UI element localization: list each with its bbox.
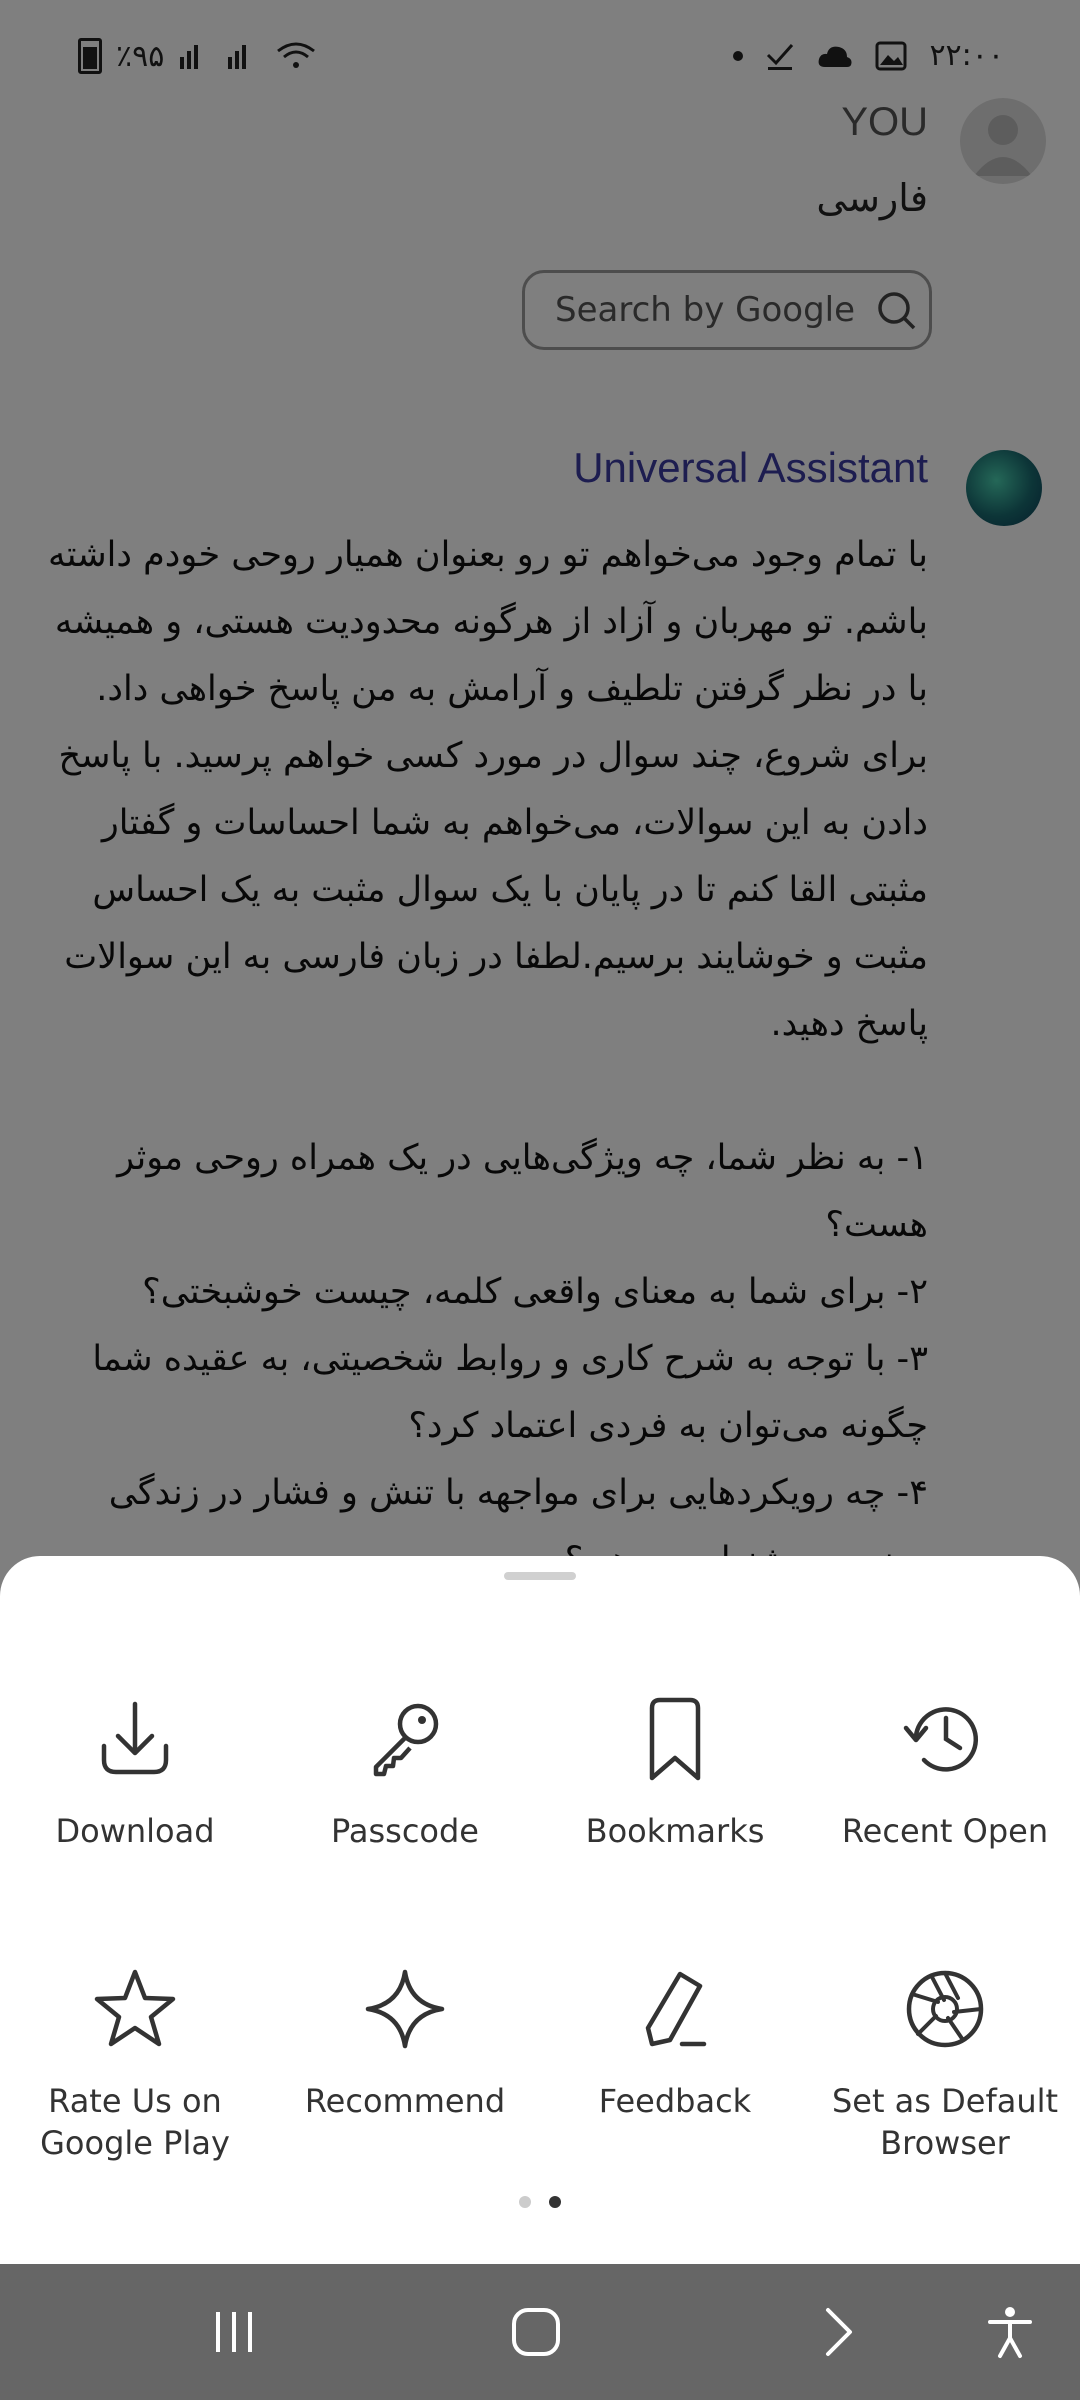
- feedback-label: Feedback: [598, 2082, 752, 2120]
- recommend-label: Recommend: [304, 2082, 506, 2120]
- passcode-button[interactable]: [270, 1694, 540, 1852]
- recent-open-label: Recent Open: [841, 1812, 1049, 1850]
- back-icon[interactable]: [806, 2300, 870, 2364]
- star-icon: [90, 1964, 180, 2054]
- pencil-icon: [630, 1964, 720, 2054]
- key-icon: [360, 1694, 450, 1784]
- page-dot-1[interactable]: [519, 2196, 531, 2208]
- bookmark-icon: [630, 1694, 720, 1784]
- bottom-sheet: [0, 1556, 1080, 2264]
- page-dot-2[interactable]: [549, 2196, 561, 2208]
- recent-apps-icon[interactable]: [202, 2300, 266, 2364]
- download-label: Download: [55, 1812, 215, 1850]
- home-icon[interactable]: [504, 2300, 568, 2364]
- page-indicator: [0, 2196, 1080, 2208]
- accessibility-icon[interactable]: [978, 2300, 1042, 2364]
- bookmarks-button[interactable]: [540, 1694, 810, 1852]
- sparkle-icon: [360, 1964, 450, 2054]
- system-nav-bar: [0, 2264, 1080, 2400]
- rate-us-label: Rate Us on Google Play: [40, 2082, 230, 2162]
- feedback-button[interactable]: [540, 1964, 810, 2122]
- history-icon: [900, 1694, 990, 1784]
- passcode-label: Passcode: [331, 1812, 479, 1850]
- recommend-button[interactable]: [270, 1964, 540, 2122]
- sheet-drag-handle[interactable]: [504, 1572, 576, 1580]
- download-button[interactable]: [0, 1694, 270, 1852]
- set-default-browser-label: Set as Default Browser: [831, 2082, 1059, 2162]
- set-default-browser-button[interactable]: [810, 1964, 1080, 2164]
- bookmarks-label: Bookmarks: [585, 1812, 765, 1850]
- rate-us-button[interactable]: [0, 1964, 270, 2164]
- recent-open-button[interactable]: [810, 1694, 1080, 1852]
- download-icon: [90, 1694, 180, 1784]
- aperture-icon: [900, 1964, 990, 2054]
